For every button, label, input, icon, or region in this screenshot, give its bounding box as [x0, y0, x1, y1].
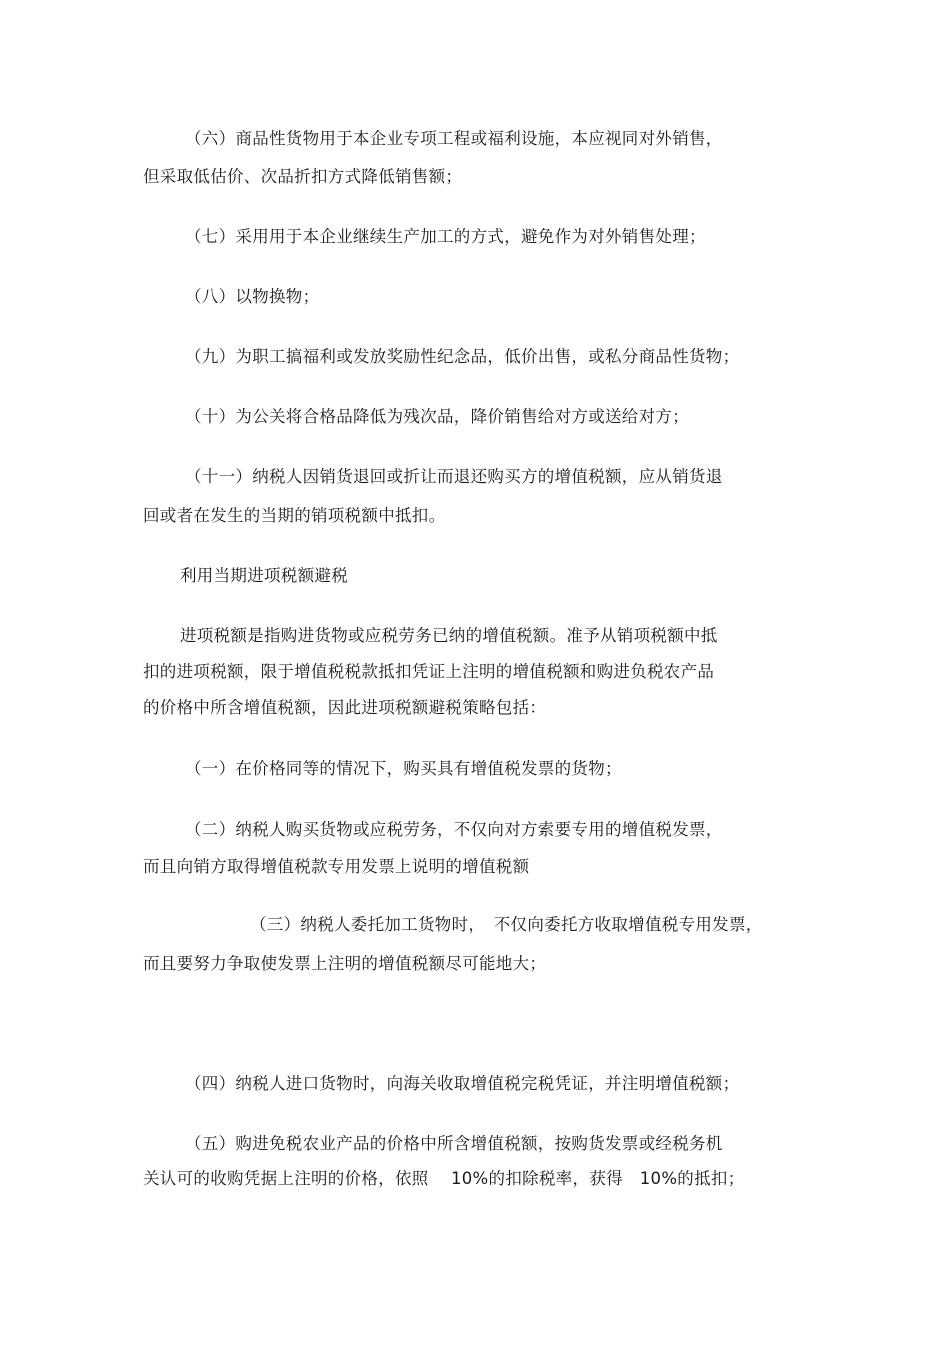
paragraph-six-line-1: （六）商品性货物用于本企业专项工程或福利设施，本应视同对外销售， — [185, 129, 723, 148]
strategy-three-line-1: （三）纳税人委托加工货物时， 不仅向委托方收取增值税专用发票， — [250, 915, 763, 934]
strategy-two-line-2: 而且向销方取得增值税款专用发票上说明的增值税额 — [143, 857, 530, 876]
paragraph-ten: （十）为公关将合格品降低为残次品，降价销售给对方或送给对方； — [185, 407, 689, 426]
strategy-five-line-1: （五）购进免税农业产品的价格中所含增值税额，按购货发票或经税务机 — [185, 1134, 723, 1153]
paragraph-nine: （九）为职工搞福利或发放奖励性纪念品，低价出售，或私分商品性货物； — [185, 347, 740, 366]
intro-paragraph-line-1: 进项税额是指购进货物或应税劳务已纳的增值税额。准予从销项税额中抵 — [180, 626, 718, 645]
section-heading: 利用当期进项税额避税 — [180, 566, 348, 585]
intro-paragraph-line-2: 扣的进项税额，限于增值税税款抵扣凭证上注明的增值税额和购进负税农产品 — [143, 662, 715, 681]
strategy-one: （一）在价格同等的情况下，购买具有增值税发票的货物； — [185, 759, 622, 778]
paragraph-eleven-line-2: 回或者在发生的当期的销项税额中抵扣。 — [143, 506, 446, 525]
strategy-three-line-2: 而且要努力争取使发票上注明的增值税额尽可能地大； — [143, 954, 547, 973]
paragraph-eight: （八）以物换物； — [185, 287, 320, 306]
intro-paragraph-line-3: 的价格中所含增值税额，因此进项税额避税策略包括： — [143, 698, 547, 717]
paragraph-six-line-2: 但采取低估价、次品折扣方式降低销售额； — [143, 167, 463, 186]
paragraph-eleven-line-1: （十一）纳税人因销货退回或折让而退还购买方的增值税额，应从销货退 — [185, 467, 723, 486]
paragraph-seven: （七）采用用于本企业继续生产加工的方式，避免作为对外销售处理； — [185, 227, 706, 246]
strategy-four: （四）纳税人进口货物时，向海关收取增值税完税凭证，并注明增值税额； — [185, 1074, 740, 1093]
strategy-five-line-2: 关认可的收购凭据上注明的价格，依照 10%的扣除税率，获得 10%的抵扣； — [143, 1169, 745, 1188]
strategy-two-line-1: （二）纳税人购买货物或应税劳务，不仅向对方索要专用的增值税发票， — [185, 820, 723, 839]
